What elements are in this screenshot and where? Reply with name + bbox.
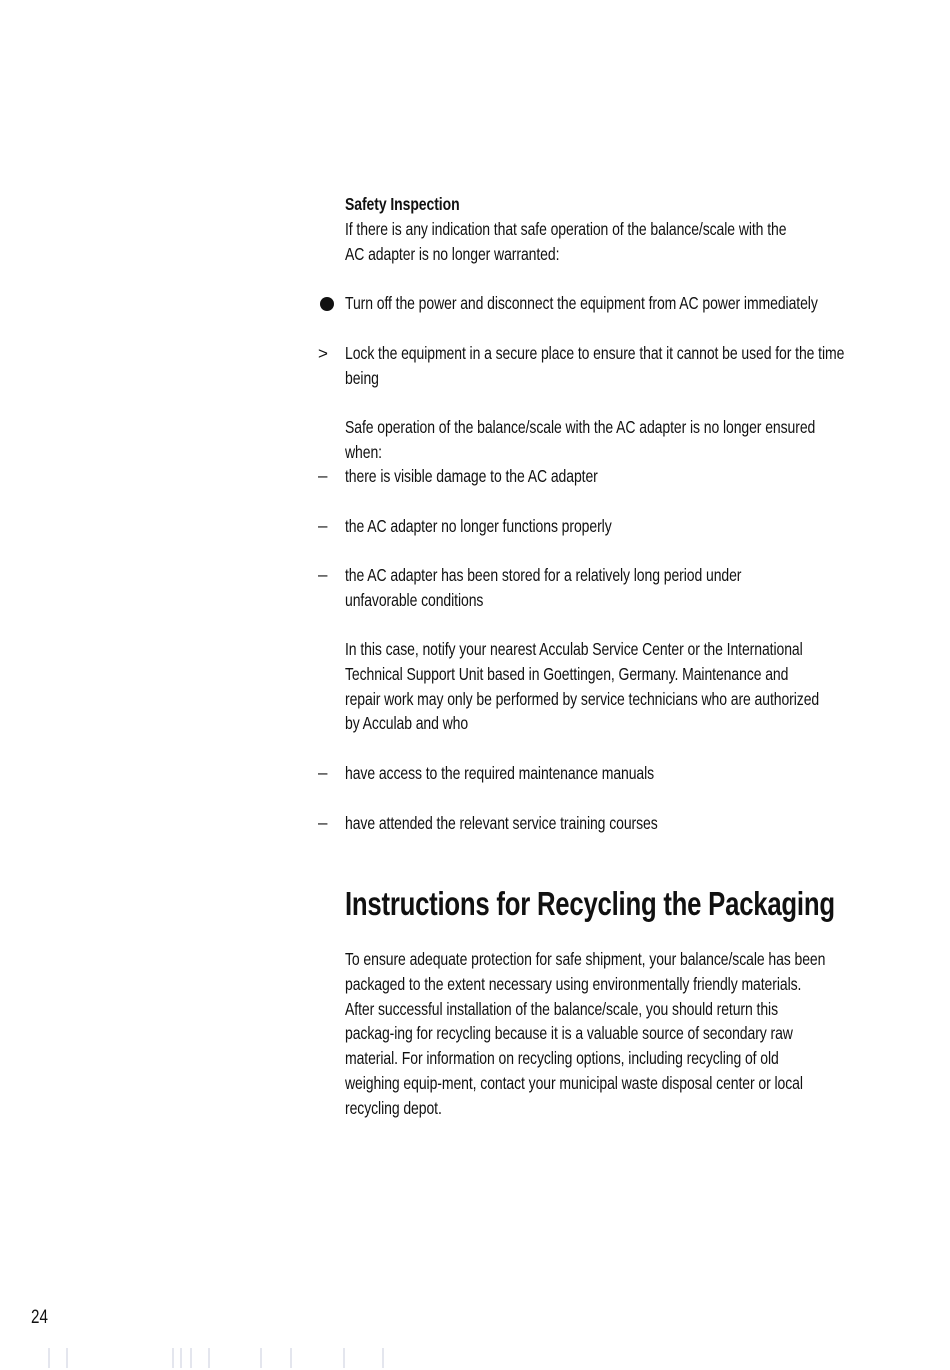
condition-item-3: [345, 563, 840, 613]
dash-bullet-icon: –: [318, 565, 328, 584]
condition-item-1: [345, 464, 840, 489]
requirement-text: have attended the relevant service training courses: [345, 813, 658, 833]
scan-mark: [343, 1348, 345, 1368]
recycling-body-text: To ensure adequate protection for safe shipment, your balance/scale has been packaged to the extent necessary using environmentally friendly materials. After successful installation of the balance/scale, you should return this packag-ing for recycling because it is a valuable source of secondary raw material. For information on recycling options, including recycling of old weighing equip-ment, contact your municipal waste disposal center or local recycling depot.: [345, 949, 826, 1118]
safety-title-block: [345, 192, 840, 217]
requirement-item-1: [345, 761, 840, 786]
scan-mark: [66, 1348, 68, 1368]
scan-mark: [180, 1348, 182, 1368]
condition-text: there is visible damage to the AC adapter: [345, 466, 598, 486]
safety-intro-block: [345, 217, 840, 267]
chevron-right-icon: >: [318, 344, 328, 363]
dash-bullet-icon: –: [318, 516, 328, 535]
scan-mark: [382, 1348, 384, 1368]
section-title: Safety Inspection: [345, 194, 460, 214]
conditions-intro-text: Safe operation of the balance/scale with the AC adapter is no longer ensured when:: [345, 417, 816, 462]
service-note-block: [345, 637, 840, 736]
action-text: Turn off the power and disconnect the equipment from AC power immediately: [345, 293, 818, 313]
action-item-2: [345, 341, 845, 391]
scan-mark: [172, 1348, 174, 1368]
requirement-item-2: [345, 811, 840, 836]
scan-marks: [40, 1348, 440, 1368]
scan-mark: [48, 1348, 50, 1368]
recycling-heading: Instructions for Recycling the Packaging: [345, 885, 835, 922]
condition-text: the AC adapter no longer functions properly: [345, 516, 612, 536]
dash-bullet-icon: –: [318, 763, 328, 782]
condition-item-2: [345, 514, 840, 539]
action-text: Lock the equipment in a secure place to ensure that it cannot be used for the time being: [345, 343, 845, 388]
scan-mark: [208, 1348, 210, 1368]
action-item-1: [345, 291, 840, 316]
scan-mark: [190, 1348, 192, 1368]
safety-intro-text: If there is any indication that safe operation of the balance/scale with the AC adapter is no longer warranted:: [345, 219, 787, 264]
page-number: 24: [31, 1307, 48, 1328]
scan-mark: [290, 1348, 292, 1368]
requirement-text: have access to the required maintenance manuals: [345, 763, 655, 783]
filled-circle-bullet-icon: [320, 297, 334, 311]
dash-bullet-icon: –: [318, 813, 328, 832]
dash-bullet-icon: –: [318, 466, 328, 485]
condition-text: the AC adapter has been stored for a relatively long period under unfavorable conditions: [345, 565, 742, 610]
conditions-intro-block: [345, 415, 840, 465]
recycling-body-block: [345, 947, 840, 1121]
service-note-text: In this case, notify your nearest Acculab Service Center or the International Technical Support Unit based in Goettingen, Germany. Maintenance and repair work may only be performed by service technicians who are authorized by Acculab and who: [345, 639, 820, 734]
scan-mark: [260, 1348, 262, 1368]
